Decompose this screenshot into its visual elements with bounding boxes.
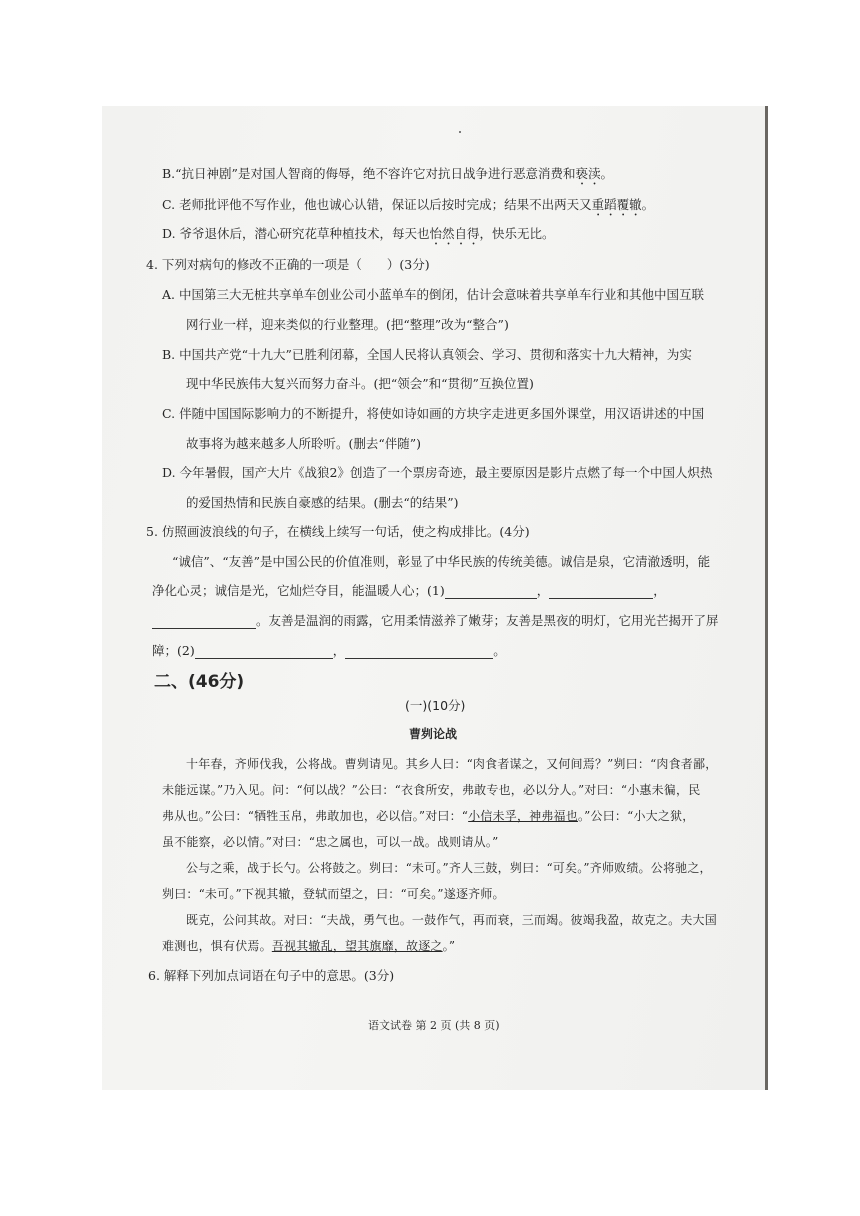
classical-text: 难测也，惧有伏焉。 <box>162 939 272 953</box>
classical-text-line2: 未能远谋。”乃入见。问：“何以战？”公曰：“衣食所安，弗敢专也，必以分人。”对曰：“小惠未徧，民 <box>162 783 701 797</box>
classical-text-line6: 刿曰：“未可。”下视其辙，登轼而望之，曰：“可矣。”遂逐齐师。 <box>162 887 505 901</box>
classical-text-line5: 公与之乘，战于长勺。公将鼓之。刿曰：“未可。”齐人三鼓，刿曰：“可矣。”齐师败绩。公将驰之， <box>186 861 712 875</box>
classical-text-line8 <box>162 938 455 954</box>
page-footer: 语文试卷 第 2 页 (共 8 页) <box>368 1019 500 1032</box>
comma: ， <box>653 583 666 598</box>
question-4-option-d-line1: D. 今年暑假，国产大片《战狼2》创造了一个票房奇迹，最主要原因是影片点燃了每一个中国人炽热 <box>162 465 713 480</box>
option-text: C. 老师批评他不写作业，他也诚心认错，保证以后按时完成；结果不出两天又 <box>162 197 592 212</box>
option-text: D. 爷爷退休后，潜心研究花草种植技术，每天也 <box>162 226 430 241</box>
passage-text: 障；(2) <box>152 643 195 658</box>
section-2-heading: 二、(46分) <box>154 672 245 692</box>
classical-text: 。”公曰：“小大之狱， <box>577 809 695 823</box>
answer-blank-2b[interactable] <box>345 646 493 659</box>
subsection-1-heading: (一)(10分) <box>405 698 466 713</box>
period: 。 <box>493 643 506 658</box>
question-5-passage-line3 <box>152 613 719 629</box>
option-text: B.“抗日神剧”是对国人智商的侮辱，绝不容许它对抗日战争进行恶意消费和 <box>162 166 576 181</box>
passage-text: 。友善是温润的雨露，它用柔情滋养了嫩芽；友善是黑夜的明灯，它用光芒揭开了屏 <box>256 613 719 628</box>
question-5-passage-line1: “诚信”、“友善”是中国公民的价值准则，彰显了中华民族的传统美德。诚信是泉，它清澈透明，能 <box>172 554 711 569</box>
comma: ， <box>332 643 346 658</box>
question-3-option-d <box>162 226 555 248</box>
option-end: ，快乐无比。 <box>479 226 555 241</box>
photo-background <box>102 106 768 1090</box>
question-4-option-b-line2: 现中华民族伟大复兴而努力奋斗。(把“领会”和“贯彻”互换位置) <box>186 376 534 391</box>
underlined-sentence: 吾视其辙乱，望其旗靡，故逐之 <box>271 939 443 953</box>
classical-text-line1: 十年春，齐师伐我，公将战。曹刿请见。其乡人曰：“肉食者谋之，又何间焉？”刿曰：“肉食者鄙， <box>186 757 718 771</box>
question-4-option-d-line2: 的爱国热情和民族自豪感的结果。(删去“的结果”) <box>186 495 459 510</box>
question-4-option-c-line1: C. 伴随中国国际影响力的不断提升，将使如诗如画的方块字走进更多国外课堂，用汉语讲述的中国 <box>162 406 705 421</box>
answer-blank-1b[interactable] <box>549 586 653 599</box>
question-3-option-b <box>162 166 613 188</box>
classical-text: 弗从也。”公曰：“牺牲玉帛，弗敢加也，必以信。”对曰：“ <box>162 809 469 823</box>
answer-blank-1a[interactable] <box>445 586 537 599</box>
classical-text-line4: 虽不能察，必以情。”对曰：“忠之属也，可以一战。战则请从。” <box>162 835 499 849</box>
question-4-stem: 4. 下列对病句的修改不正确的一项是（ ）(3分) <box>146 257 430 272</box>
question-5-stem: 5. 仿照画波浪线的句子，在横线上续写一句话，使之构成排比。(4分) <box>146 524 530 539</box>
speck-mark <box>459 131 461 133</box>
underlined-sentence: 小信未孚，神弗福也 <box>468 809 578 823</box>
dotted-word: 亵渎 <box>575 166 601 181</box>
answer-blank-1c[interactable] <box>152 616 256 629</box>
question-5-passage-line2 <box>152 583 666 599</box>
classical-text-line3 <box>162 808 694 824</box>
question-3-option-c <box>162 197 654 219</box>
question-4-option-a-line1: A. 中国第三大无桩共享单车创业公司小蓝单车的倒闭，估计会意味着共享单车行业和其他中国互联 <box>162 287 704 302</box>
question-4-option-b-line1: B. 中国共产党“十九大”已胜利闭幕，全国人民将认真领会、学习、贯彻和落实十九大精神，为实 <box>162 347 692 362</box>
dotted-word: 怡然自得 <box>429 226 480 241</box>
question-4-option-c-line2: 故事将为越来越多人所聆听。(删去“伴随”) <box>186 436 422 451</box>
passage-text: 净化心灵；诚信是光，它灿烂夺目，能温暖人心；(1) <box>152 583 445 598</box>
question-4-option-a-line2: 网行业一样，迎来类似的行业整理。(把“整理”改为“整合”) <box>186 317 509 332</box>
dotted-word: 重蹈覆辙 <box>591 197 642 212</box>
question-6-stem: 6. 解释下列加点词语在句子中的意思。(3分) <box>148 968 395 983</box>
comma: ， <box>536 583 550 598</box>
option-end: 。 <box>641 197 655 212</box>
question-5-passage-line4 <box>152 643 506 659</box>
option-end: 。 <box>600 166 613 181</box>
classical-text-line7: 既克，公问其故。对曰：“夫战，勇气也。一鼓作气，再而衰，三而竭。彼竭我盈，故克之。夫大国 <box>186 913 717 927</box>
exam-page <box>102 106 765 1090</box>
essay-title: 曹刿论战 <box>409 727 458 741</box>
answer-blank-2a[interactable] <box>195 646 333 659</box>
classical-text: 。” <box>442 939 456 953</box>
